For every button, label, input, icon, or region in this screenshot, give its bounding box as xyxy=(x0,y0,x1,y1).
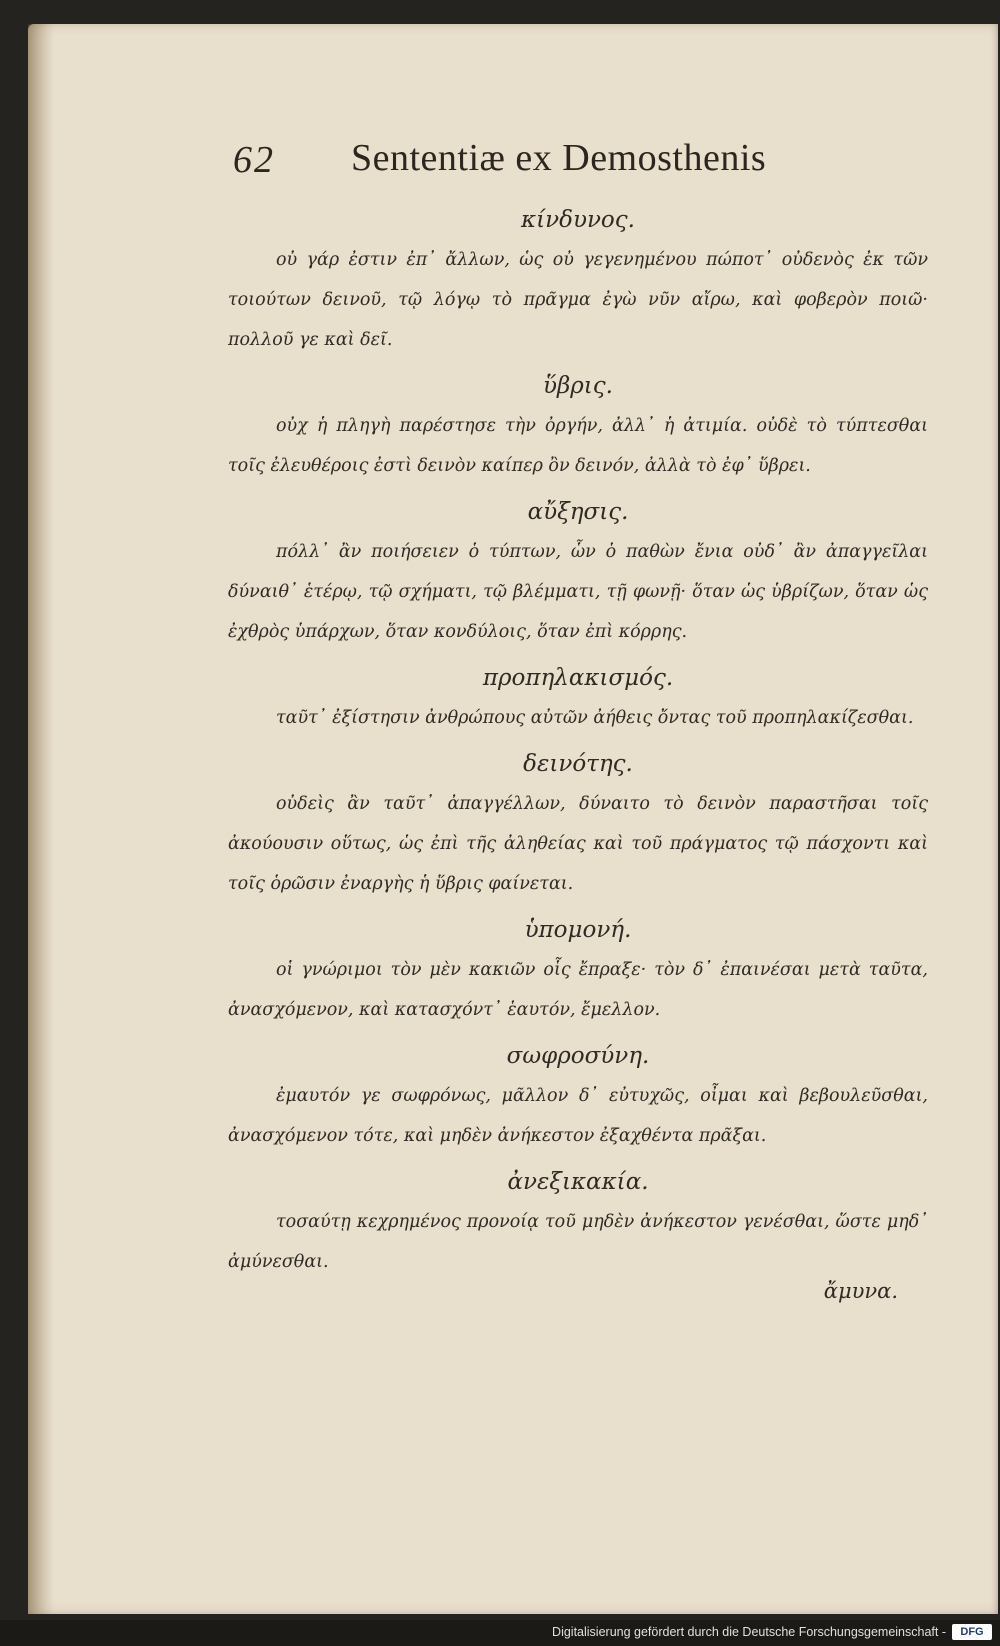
catchword: ἄμυνα. xyxy=(823,1279,898,1303)
section-heading: ὕβρις. xyxy=(542,373,613,399)
book-page xyxy=(28,24,998,1614)
section-text: ταῦτ᾽ ἐξίστησιν ἀνθρώπους αὐτῶν ἀήθεις ὄντας τοῦ προπηλακίζεσθαι. xyxy=(276,708,914,728)
page-body xyxy=(228,196,928,1288)
running-title: Sententiæ ex Demosthenis xyxy=(351,137,767,179)
section-text: οὐχ ἡ πληγὴ παρέστησε τὴν ὀργήν, ἀλλ᾽ ἡ ἀτιμία. οὐδὲ τὸ τύπτεσθαι τοῖς ἐλευθέροις ἐστὶ δεινὸν καίπερ ὂν δεινόν, ἀλλὰ τὸ ἐφ᾽ ὕβρει. xyxy=(228,416,928,476)
section-heading: ἀνεξικακία. xyxy=(507,1169,649,1195)
dfg-logo: DFG xyxy=(952,1624,992,1640)
section-heading: σωφροσύνη. xyxy=(506,1043,650,1069)
section-text: οἱ γνώριμοι τὸν μὲν κακιῶν οἷς ἔπραξε· τὸν δ᾽ ἐπαινέσαι μετὰ ταῦτα, ἀνασχόμενον, καὶ κατασχόντ᾽ ἑαυτόν, ἔμελλον. xyxy=(228,960,928,1020)
section-text: οὐ γάρ ἐστιν ἐπ᾽ ἄλλων, ὡς οὐ γεγενημένου πώποτ᾽ οὐδενὸς ἐκ τῶν τοιούτων δεινοῦ, τῷ λόγῳ τὸ πρᾶγμα ἐγὼ νῦν αἴρω, καὶ φοβερὸν ποιῶ· πολλοῦ γε καὶ δεῖ. xyxy=(228,250,928,350)
section-heading: αὔξησις. xyxy=(527,499,629,525)
section-heading: δεινότης. xyxy=(523,751,633,777)
page-number: 62 xyxy=(233,139,275,181)
section-text: οὐδεὶς ἂν ταῦτ᾽ ἀπαγγέλλων, δύναιτο τὸ δεινὸν παραστῆσαι τοῖς ἀκούουσιν οὕτως, ὡς ἐπὶ τῆς ἀληθείας καὶ τοῦ πράγματος τῷ πάσχοντι καὶ τοῖς ὁρῶσιν ἐναργὴς ἡ ὕβρις φαίνεται. xyxy=(228,794,928,894)
funding-credit: Digitalisierung gefördert durch die Deutsche Forschungsgemeinschaft - xyxy=(552,1625,946,1639)
running-head xyxy=(233,132,853,184)
section-text: τοσαύτῃ κεχρημένος προνοίᾳ τοῦ μηδὲν ἀνήκεστον γενέσθαι, ὥστε μηδ᾽ ἀμύνεσθαι. xyxy=(228,1212,928,1272)
section-heading: κίνδυνος. xyxy=(521,207,635,233)
footer-bar xyxy=(0,1620,1000,1646)
section-heading: ὑπομονή. xyxy=(524,917,632,943)
section-heading: προπηλακισμός. xyxy=(482,665,674,691)
section-text: ἐμαυτόν γε σωφρόνως, μᾶλλον δ᾽ εὐτυχῶς, οἶμαι καὶ βεβουλεῦσθαι, ἀνασχόμενον τότε, καὶ μηδὲν ἀνήκεστον ἐξαχθέντα πρᾶξαι. xyxy=(228,1086,928,1146)
section-text: πόλλ᾽ ἂν ποιήσειεν ὁ τύπτων, ὧν ὁ παθὼν ἔνια οὐδ᾽ ἂν ἀπαγγεῖλαι δύναιθ᾽ ἑτέρῳ, τῷ σχήματι, τῷ βλέμματι, τῇ φωνῇ· ὅταν ὡς ὑβρίζων, ὅταν ὡς ἐχθρὸς ὑπάρχων, ὅταν κονδύλοις, ὅταν ἐπὶ κόρρης. xyxy=(228,542,928,642)
